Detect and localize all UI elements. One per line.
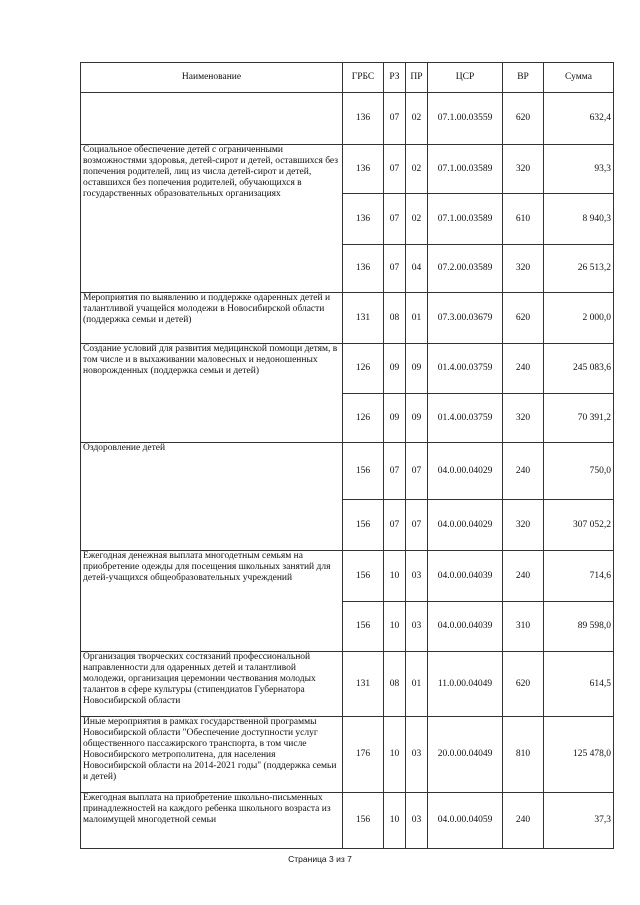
cell-csr: 04.0.00.04059 — [428, 793, 503, 849]
cell-pr: 01 — [406, 293, 428, 344]
table-row — [81, 293, 614, 344]
cell-sum: 750,0 — [544, 443, 614, 500]
cell-rz: 09 — [384, 394, 406, 443]
cell-rz: 07 — [384, 500, 406, 551]
cell-grbs: 126 — [343, 394, 384, 443]
cell-csr: 20.0.00.04049 — [428, 717, 503, 793]
cell-grbs: 136 — [343, 93, 384, 145]
cell-vr: 620 — [503, 293, 544, 344]
cell-vr: 320 — [503, 500, 544, 551]
cell-pr: 07 — [406, 500, 428, 551]
cell-pr: 02 — [406, 194, 428, 245]
cell-pr: 07 — [406, 443, 428, 500]
cell-csr: 04.0.00.04029 — [428, 500, 503, 551]
cell-vr: 320 — [503, 145, 544, 194]
table-row — [81, 443, 614, 500]
cell-sum: 26 513,2 — [544, 245, 614, 293]
cell-rz: 07 — [384, 245, 406, 293]
row-name: Мероприятия по выявлению и поддержке одаренных детей и талантливой учащейся молодежи в Новосибирской области (поддержка семьи и детей) — [81, 293, 343, 344]
cell-vr: 320 — [503, 245, 544, 293]
cell-sum: 37,3 — [544, 793, 614, 849]
cell-sum: 8 940,3 — [544, 194, 614, 245]
cell-csr: 07.1.00.03589 — [428, 194, 503, 245]
cell-rz: 07 — [384, 194, 406, 245]
header-sum: Сумма — [544, 63, 614, 93]
cell-grbs: 156 — [343, 602, 384, 652]
cell-sum: 614,5 — [544, 652, 614, 717]
table-row — [81, 717, 614, 793]
cell-rz: 10 — [384, 793, 406, 849]
table-row — [81, 145, 614, 194]
cell-sum: 714,6 — [544, 551, 614, 602]
cell-rz: 10 — [384, 551, 406, 602]
cell-csr: 01.4.00.03759 — [428, 344, 503, 394]
cell-sum: 125 478,0 — [544, 717, 614, 793]
table-row — [81, 793, 614, 849]
cell-pr: 03 — [406, 551, 428, 602]
cell-pr: 02 — [406, 145, 428, 194]
cell-sum: 2 000,0 — [544, 293, 614, 344]
page-number: Страница 3 из 7 — [288, 854, 352, 864]
cell-vr: 810 — [503, 717, 544, 793]
cell-csr: 04.0.00.04029 — [428, 443, 503, 500]
header-rz: РЗ — [384, 63, 406, 93]
header-grbs: ГРБС — [343, 63, 384, 93]
cell-csr: 07.1.00.03589 — [428, 145, 503, 194]
row-name: Социальное обеспечение детей с ограниченными возможностями здоровья, детей-сирот и детей, оставшихся без попечения родителей, лиц из числа детей-сирот и детей, оставшихся без попечения родителей, обучающихся в государственных образовательных организациях — [81, 145, 343, 293]
cell-vr: 310 — [503, 602, 544, 652]
cell-csr: 04.0.00.04039 — [428, 551, 503, 602]
cell-grbs: 156 — [343, 551, 384, 602]
cell-sum: 70 391,2 — [544, 394, 614, 443]
cell-vr: 240 — [503, 344, 544, 394]
row-name: Иные мероприятия в рамках государственной программы Новосибирской области "Обеспечение доступности услуг общественного пассажирского транспорта, в том числе Новосибирского метрополитена, для населения Новосибирской области на 2014-2021 годы" (поддержка семьи и детей) — [81, 717, 343, 793]
row-name: Ежегодная денежная выплата многодетным семьям на приобретение одежды для посещения школьных занятий для детей-учащихся общеобразовательных учреждений — [81, 551, 343, 652]
cell-csr: 07.1.00.03559 — [428, 93, 503, 145]
cell-sum: 89 598,0 — [544, 602, 614, 652]
cell-csr: 11.0.00.04049 — [428, 652, 503, 717]
cell-sum: 245 083,6 — [544, 344, 614, 394]
cell-vr: 240 — [503, 443, 544, 500]
cell-vr: 610 — [503, 194, 544, 245]
cell-grbs: 176 — [343, 717, 384, 793]
cell-csr: 07.3.00.03679 — [428, 293, 503, 344]
cell-sum: 93,3 — [544, 145, 614, 194]
cell-csr: 07.2.00.03589 — [428, 245, 503, 293]
cell-grbs: 136 — [343, 245, 384, 293]
cell-vr: 240 — [503, 551, 544, 602]
cell-pr: 04 — [406, 245, 428, 293]
cell-csr: 04.0.00.04039 — [428, 602, 503, 652]
table-row — [81, 551, 614, 602]
cell-pr: 03 — [406, 602, 428, 652]
cell-sum: 632,4 — [544, 93, 614, 145]
cell-grbs: 136 — [343, 145, 384, 194]
cell-grbs: 126 — [343, 344, 384, 394]
row-name: Оздоровление детей — [81, 443, 343, 551]
table-row — [81, 344, 614, 394]
cell-rz: 07 — [384, 93, 406, 145]
cell-grbs: 156 — [343, 443, 384, 500]
cell-vr: 240 — [503, 793, 544, 849]
row-name: Организация творческих состязаний профессиональной направленности для одаренных детей и талантливой молодежи, организация церемонии чествования молодых талантов в сфере культуры (стипендиатов Губернатора Новосибирской области — [81, 652, 343, 717]
cell-rz: 10 — [384, 717, 406, 793]
header-name: Наименование — [81, 63, 343, 93]
budget-table — [80, 62, 614, 849]
cell-rz: 07 — [384, 443, 406, 500]
cell-vr: 320 — [503, 394, 544, 443]
cell-rz: 10 — [384, 602, 406, 652]
table-header-row — [81, 63, 614, 93]
cell-pr: 09 — [406, 394, 428, 443]
row-name: Создание условий для развития медицинской помощи детям, в том числе и в выхаживании маловесных и недоношенных новорожденных (поддержка семьи и детей) — [81, 344, 343, 443]
cell-vr: 620 — [503, 93, 544, 145]
cell-pr: 03 — [406, 717, 428, 793]
cell-grbs: 131 — [343, 652, 384, 717]
cell-pr: 02 — [406, 93, 428, 145]
cell-sum: 307 052,2 — [544, 500, 614, 551]
header-csr: ЦСР — [428, 63, 503, 93]
cell-grbs: 131 — [343, 293, 384, 344]
cell-grbs: 156 — [343, 500, 384, 551]
cell-grbs: 156 — [343, 793, 384, 849]
cell-rz: 09 — [384, 344, 406, 394]
cell-pr: 09 — [406, 344, 428, 394]
cell-rz: 08 — [384, 652, 406, 717]
cell-pr: 01 — [406, 652, 428, 717]
cell-rz: 08 — [384, 293, 406, 344]
header-pr: ПР — [406, 63, 428, 93]
table-row — [81, 93, 614, 145]
header-vr: ВР — [503, 63, 544, 93]
cell-vr: 620 — [503, 652, 544, 717]
table-row — [81, 652, 614, 717]
cell-pr: 03 — [406, 793, 428, 849]
row-name: Ежегодная выплата на приобретение школьно-письменных принадлежностей на каждого ребенка школьного возраста из малоимущей многодетной семьи — [81, 793, 343, 849]
cell-grbs: 136 — [343, 194, 384, 245]
cell-csr: 01.4.00.03759 — [428, 394, 503, 443]
cell-rz: 07 — [384, 145, 406, 194]
row-name — [81, 93, 343, 145]
